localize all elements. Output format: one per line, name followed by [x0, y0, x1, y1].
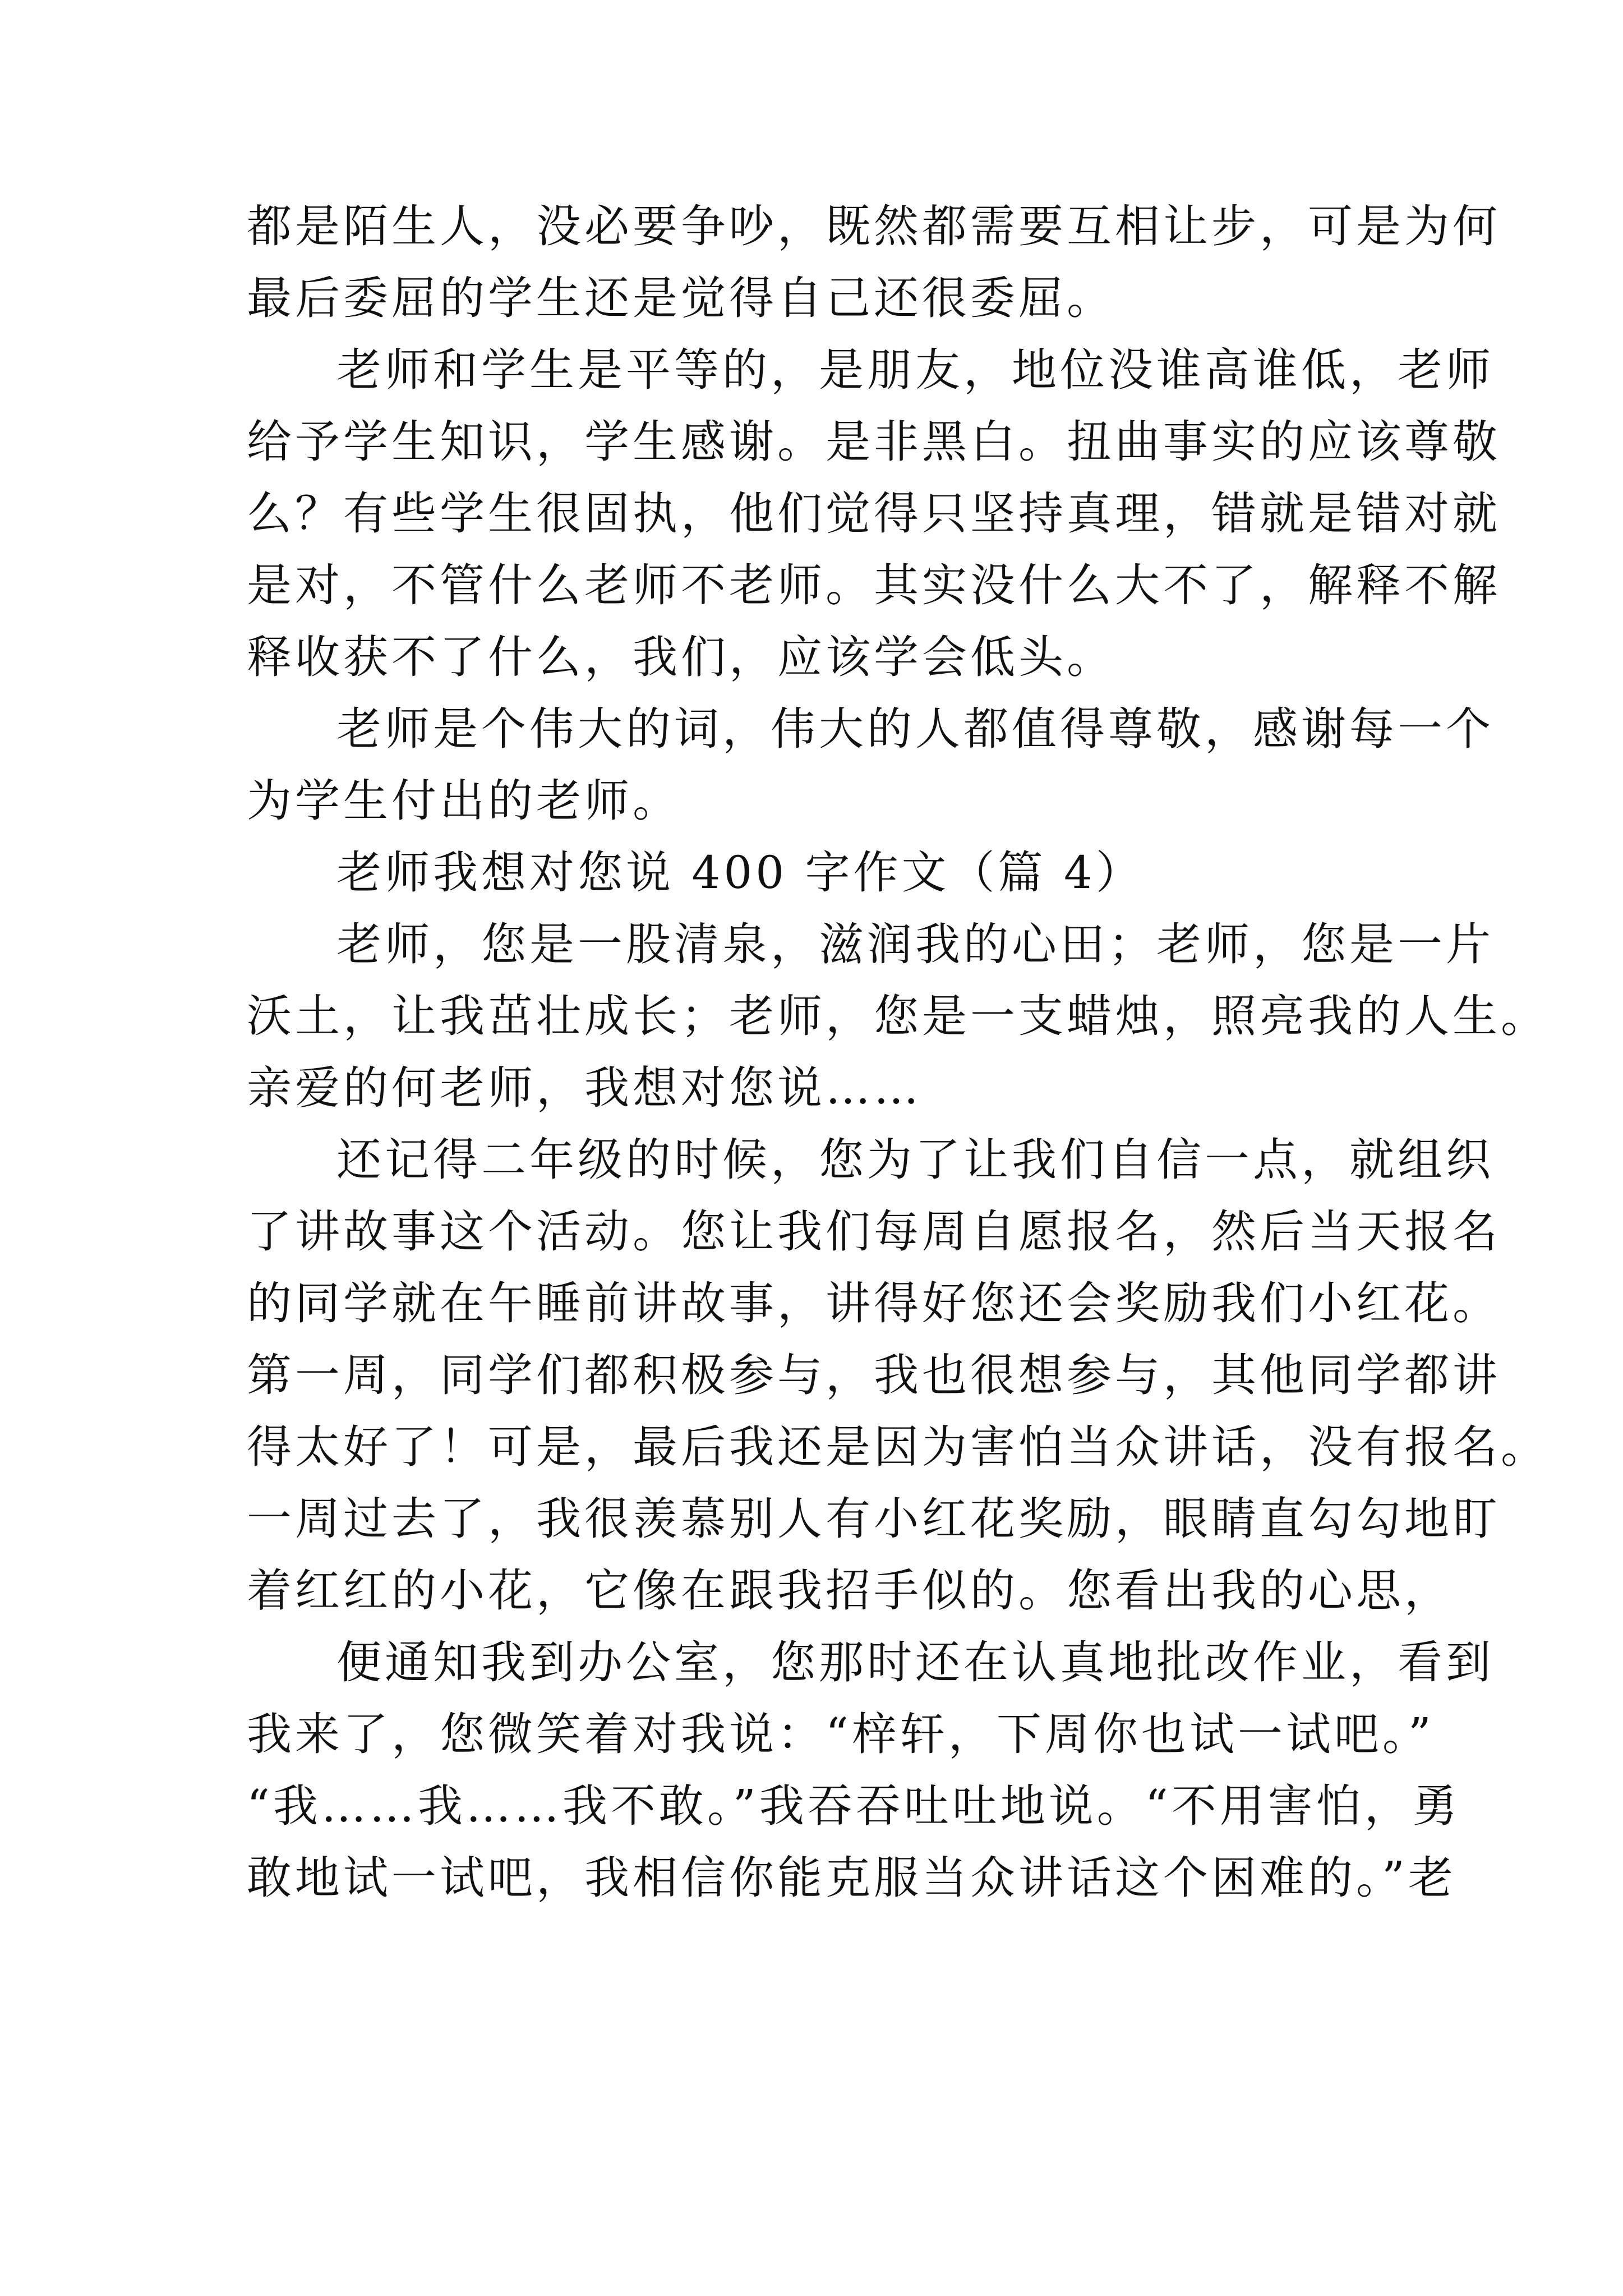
text-line: 了讲故事这个活动。您让我们每周自愿报名，然后当天报名 — [247, 1205, 1501, 1258]
text-line: 最后委屈的学生还是觉得自己还很委屈。 — [247, 272, 1115, 324]
paragraph-start: 老师，您是一股清泉，滋润我的心田；老师，您是一片 — [336, 918, 1494, 970]
section-heading: 老师我想对您说 400 字作文（篇 4） — [336, 846, 1144, 899]
text-line: 我来了，您微笑着对我说：“梓轩，下周你也试一试吧。” — [247, 1708, 1435, 1760]
text-line: 给予学生知识，学生感谢。是非黑白。扭曲事实的应该尊敬 — [247, 416, 1501, 468]
text-line: 敢地试一试吧，我相信你能克服当众讲话这个困难的。”老 — [247, 1852, 1456, 1904]
paragraph-start: 老师是个伟大的词，伟大的人都值得尊敬，感谢每一个 — [336, 703, 1494, 755]
text-line: 着红红的小花，它像在跟我招手似的。您看出我的心思， — [247, 1565, 1453, 1617]
text-line: 都是陌生人，没必要争吵，既然都需要互相让步，可是为何 — [247, 200, 1501, 252]
text-line: 的同学就在午睡前讲故事，讲得好您还会奖励我们小红花。 — [247, 1277, 1501, 1329]
text-line: 亲爱的何老师，我想对您说…… — [247, 1062, 922, 1114]
text-line: 得太好了！可是，最后我还是因为害怕当众讲话，没有报名。 — [247, 1421, 1549, 1473]
text-line: “我……我……我不敢。”我吞吞吐吐地说。“不用害怕，勇 — [247, 1780, 1461, 1832]
text-line: 么？有些学生很固执，他们觉得只坚持真理，错就是错对就 — [247, 487, 1501, 540]
paragraph-start: 便通知我到办公室，您那时还在认真地批改作业，看到 — [336, 1636, 1494, 1688]
text-line: 为学生付出的老师。 — [247, 775, 681, 827]
text-line: 是对，不管什么老师不老师。其实没什么大不了，解释不解 — [247, 559, 1501, 611]
text-line: 一周过去了，我很羡慕别人有小红花奖励，眼睛直勾勾地盯 — [247, 1493, 1501, 1545]
paragraph-start: 还记得二年级的时候，您为了让我们自信一点，就组织 — [336, 1134, 1494, 1186]
text-line: 沃土，让我茁壮成长；老师，您是一支蜡烛，照亮我的人生。 — [247, 990, 1549, 1042]
paragraph-start: 老师和学生是平等的，是朋友，地位没谁高谁低，老师 — [336, 344, 1494, 396]
text-body — [247, 191, 1549, 1914]
text-line: 第一周，同学们都积极参与，我也很想参与，其他同学都讲 — [247, 1349, 1501, 1401]
text-line: 释收获不了什么，我们，应该学会低头。 — [247, 631, 1115, 683]
